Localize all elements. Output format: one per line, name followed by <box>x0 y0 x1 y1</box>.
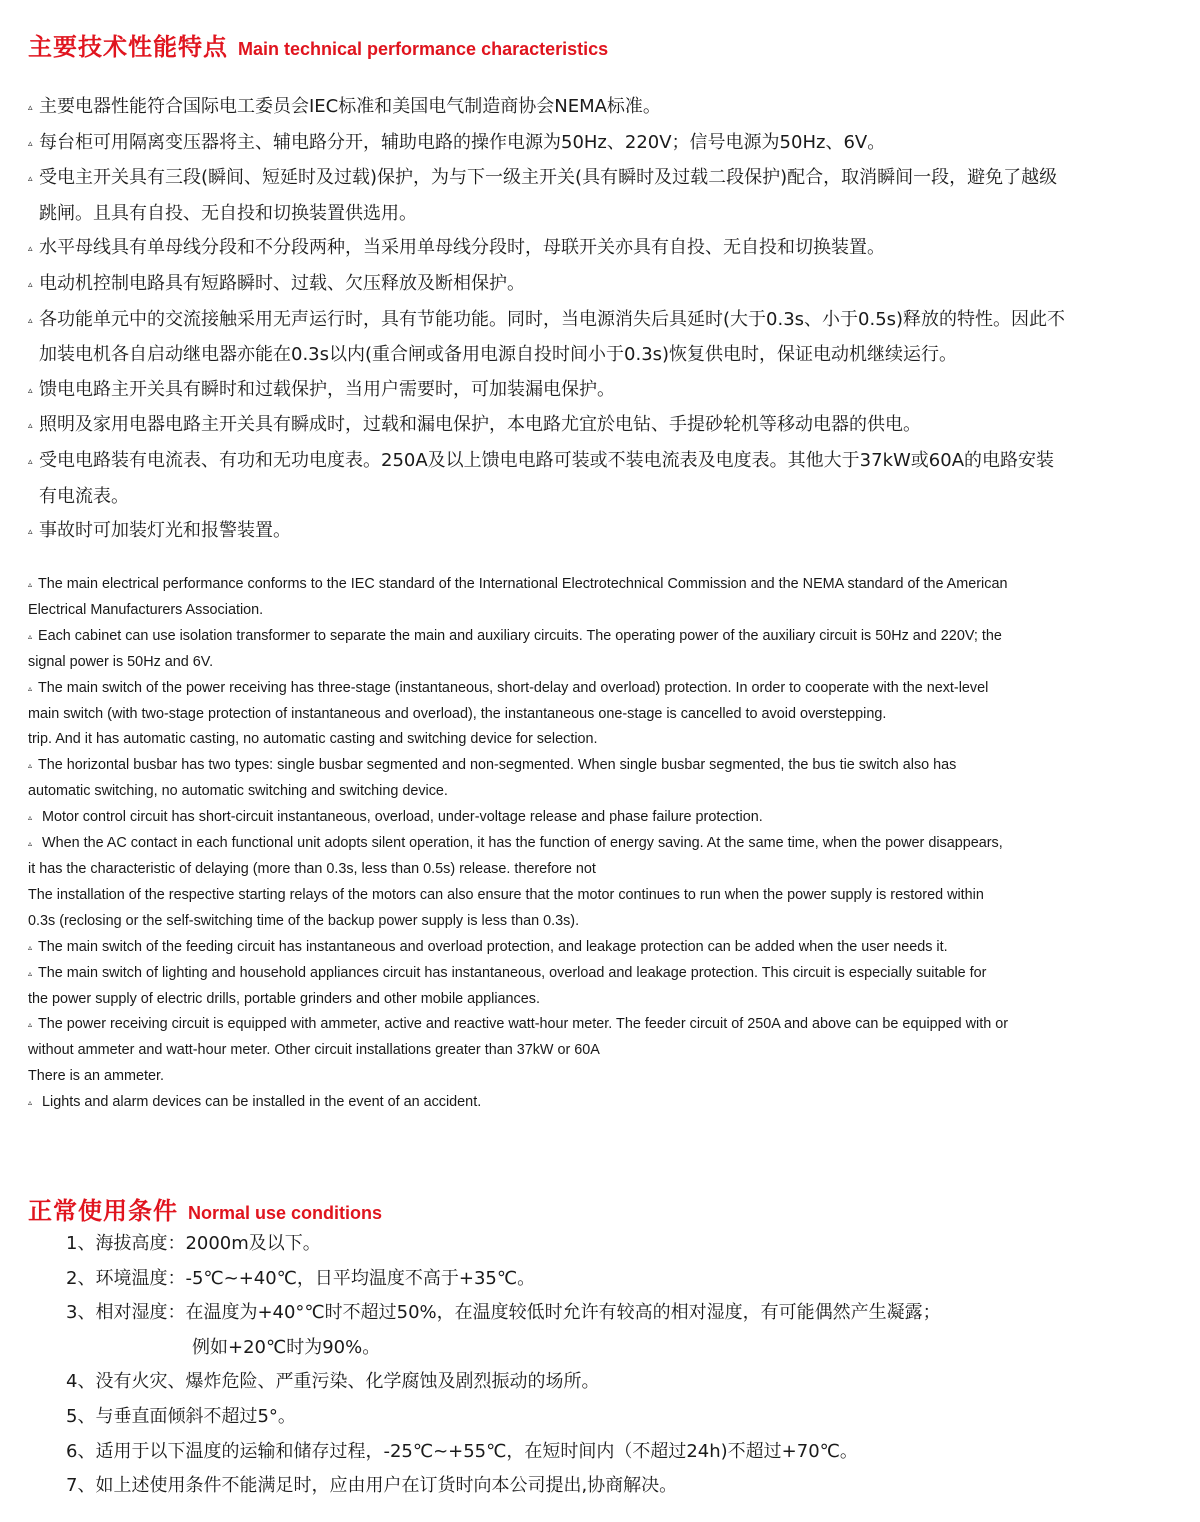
condition-text: 5、与垂直面倾斜不超过5°。 <box>66 1405 296 1427</box>
list-item-text: 照明及家用电器电路主开关具有瞬成时，过载和漏电保护，本电路尤宜於电钻、手提砂轮机等移动电器的供电。 <box>39 414 921 436</box>
list-item-text: The main switch of the power receiving has three-stage (instantaneous, short-delay and overload) protection. In order to cooperate with the next-level main switch (with two-stage protection of instantaneous and overload), the instantaneous one-stage is cancelled to avoid overstepping. trip. And it has automatic casting, no automatic casting and switching device for selection. <box>28 679 989 748</box>
list-item-en <box>28 961 1148 1013</box>
list-item-en <box>28 831 1148 935</box>
section-title-conditions <box>28 1191 382 1226</box>
performance-list-zh <box>28 90 1138 550</box>
triangle-bullet-icon: ▵ <box>28 1020 33 1030</box>
condition-text: 7、如上述使用条件不能满足时，应由用户在订货时向本公司提出,协商解决。 <box>66 1475 678 1497</box>
condition-continuation: 例如+20℃时为90%。 <box>192 1336 381 1358</box>
list-item-text: 每台柜可用隔离变压器将主、辅电路分开，辅助电路的操作电源为50Hz、220V；信号电源为50Hz、6V。 <box>39 131 886 153</box>
section-title-zh: 正常使用条件 <box>28 1197 178 1225</box>
conditions-list <box>66 1227 1156 1504</box>
list-item-text: Each cabinet can use isolation transformer to separate the main and auxiliary circuits. The operating power of the auxiliary circuit is 50Hz and 220V; the signal power is 50Hz and 6V. <box>28 627 1002 670</box>
triangle-bullet-icon: ▵ <box>28 813 33 823</box>
list-item-text: 馈电电路主开关具有瞬时和过载保护，当用户需要时，可加装漏电保护。 <box>39 378 615 400</box>
list-item-zh <box>28 514 1138 550</box>
list-item-en <box>28 624 1148 676</box>
list-item-text: The main switch of the feeding circuit has instantaneous and overload protection, and leakage protection can be added when the user needs it. <box>38 938 948 955</box>
triangle-bullet-icon: ▵ <box>28 761 33 771</box>
condition-text: 6、适用于以下温度的运输和储存过程，-25℃~+55℃，在短时间内（不超过24h)不超过+70℃。 <box>66 1440 858 1462</box>
list-item-text: 主要电器性能符合国际电工委员会IEC标准和美国电气制造商协会NEMA标准。 <box>39 96 661 117</box>
condition-item <box>66 1400 1156 1435</box>
condition-item <box>66 1365 1156 1400</box>
list-item-text: 事故时可加装灯光和报警装置。 <box>39 520 291 542</box>
condition-text: 4、没有火灾、爆炸危险、严重污染、化学腐蚀及剧烈振动的场所。 <box>66 1371 600 1393</box>
list-item-text: When the AC contact in each functional unit adopts silent operation, it has the function of energy saving. At the same time, when the power disappears, it has the characteristic of delaying (more than 0.3s, less than 0.5s) release. therefore not The installation of the respective starting relays of the motors can also ensure that the motor continues to run when the power supply is restored within 0.3s (reclosing or the self-switching time of the backup power supply is less than 0.3s). <box>28 835 1003 929</box>
list-item-text: 水平母线具有单母线分段和不分段两种，当采用单母线分段时，母联开关亦具有自投、无自投和切换装置。 <box>39 237 885 259</box>
triangle-bullet-icon: ▵ <box>28 138 33 149</box>
section-title-zh: 主要技术性能特点 <box>28 33 228 61</box>
list-item-en <box>28 1090 1148 1116</box>
list-item-zh <box>28 161 1138 231</box>
section-title-en: Normal use conditions <box>188 1203 383 1223</box>
list-item-text: The main electrical performance conforms to the IEC standard of the International Electrotechnical Commission and the NEMA standard of the American Electrical Manufacturers Association. <box>28 576 1008 618</box>
list-item-en <box>28 753 1148 805</box>
triangle-bullet-icon: ▵ <box>28 527 33 538</box>
condition-text: 2、环境温度：-5℃~+40℃，日平均温度不高于+35℃。 <box>66 1267 536 1289</box>
triangle-bullet-icon: ▵ <box>28 174 33 185</box>
list-item-zh <box>28 373 1138 409</box>
list-item-text: 受电主开关具有三段(瞬间、短延时及过载)保护，为与下一级主开关(具有瞬时及过载二段保护)配合，取消瞬间一段，避免了越级 跳闸。且具有自投、无自投和切换装置供选用。 <box>39 167 1058 224</box>
triangle-bullet-icon: ▵ <box>28 279 33 290</box>
triangle-bullet-icon: ▵ <box>28 942 33 952</box>
list-item-text: The power receiving circuit is equipped with ammeter, active and reactive watt-hour meter. The feeder circuit of 250A and above can be equipped with or without ammeter and watt-hour meter. Other circuit installations greater than 37kW or 60A There is an ammeter. <box>28 1016 1009 1085</box>
triangle-bullet-icon: ▵ <box>28 839 33 849</box>
list-item-text: 受电电路装有电流表、有功和无功电度表。250A及以上馈电电路可装或不装电流表及电度表。其他大于37kW或60A的电路安装 有电流表。 <box>39 449 1055 507</box>
triangle-bullet-icon: ▵ <box>28 315 33 326</box>
section-title-en: Main technical performance characteristics <box>238 39 609 59</box>
triangle-bullet-icon: ▵ <box>28 385 33 396</box>
triangle-bullet-icon: ▵ <box>28 683 33 693</box>
condition-item <box>66 1435 1156 1470</box>
triangle-bullet-icon: ▵ <box>28 631 33 641</box>
list-item-en <box>28 572 1148 624</box>
list-item-en <box>28 676 1148 754</box>
triangle-bullet-icon: ▵ <box>28 103 33 113</box>
list-item-text: Lights and alarm devices can be installed in the event of an accident. <box>38 1094 482 1111</box>
condition-item <box>66 1469 1156 1504</box>
triangle-bullet-icon: ▵ <box>28 1098 33 1108</box>
condition-item <box>66 1227 1156 1262</box>
list-item-text: 各功能单元中的交流接触采用无声运行时，具有节能功能。同时，当电源消失后具延时(大于0.3s、小于0.5s)释放的特性。因此不 加装电机各自启动继电器亦能在0.3s以内(重合闸或备用电源自投时间小于0.3s)恢复供电时，保证电动机继续运行。 <box>39 308 1066 366</box>
list-item-zh <box>28 444 1138 514</box>
list-item-text: 电动机控制电路具有短路瞬时、过载、欠压释放及断相保护。 <box>39 272 525 294</box>
list-item-zh <box>28 126 1138 162</box>
list-item-zh <box>28 231 1138 267</box>
condition-text: 3、相对湿度：在温度为+40°℃时不超过50%，在温度较低时允许有较高的相对湿度，有可能偶然产生凝露； <box>66 1302 941 1324</box>
list-item-en <box>28 805 1148 831</box>
performance-list-en <box>28 572 1148 1116</box>
list-item-text: The horizontal busbar has two types: single busbar segmented and non-segmented. When single busbar segmented, the bus tie switch also has automatic switching, no automatic switching and switching device. <box>28 757 957 800</box>
triangle-bullet-icon: ▵ <box>28 421 33 432</box>
triangle-bullet-icon: ▵ <box>28 968 33 978</box>
triangle-bullet-icon: ▵ <box>28 244 33 255</box>
list-item-text: The main switch of lighting and household appliances circuit has instantaneous, overload and leakage protection. This circuit is especially suitable for the power supply of electric drills, portable grinders and other mobile appliances. <box>28 964 987 1007</box>
condition-item <box>66 1296 1156 1365</box>
list-item-text: Motor control circuit has short-circuit instantaneous, overload, under-voltage release and phase failure protection. <box>38 809 763 826</box>
list-item-zh <box>28 90 1138 126</box>
list-item-zh <box>28 303 1138 373</box>
list-item-en <box>28 935 1148 961</box>
triangle-bullet-icon: ▵ <box>28 580 33 589</box>
list-item-zh <box>28 408 1138 444</box>
condition-item <box>66 1262 1156 1297</box>
triangle-bullet-icon: ▵ <box>28 456 33 467</box>
list-item-zh <box>28 267 1138 303</box>
list-item-en <box>28 1012 1148 1090</box>
condition-text: 1、海拔高度：2000m及以下。 <box>66 1233 321 1254</box>
section-title-performance <box>28 27 608 62</box>
